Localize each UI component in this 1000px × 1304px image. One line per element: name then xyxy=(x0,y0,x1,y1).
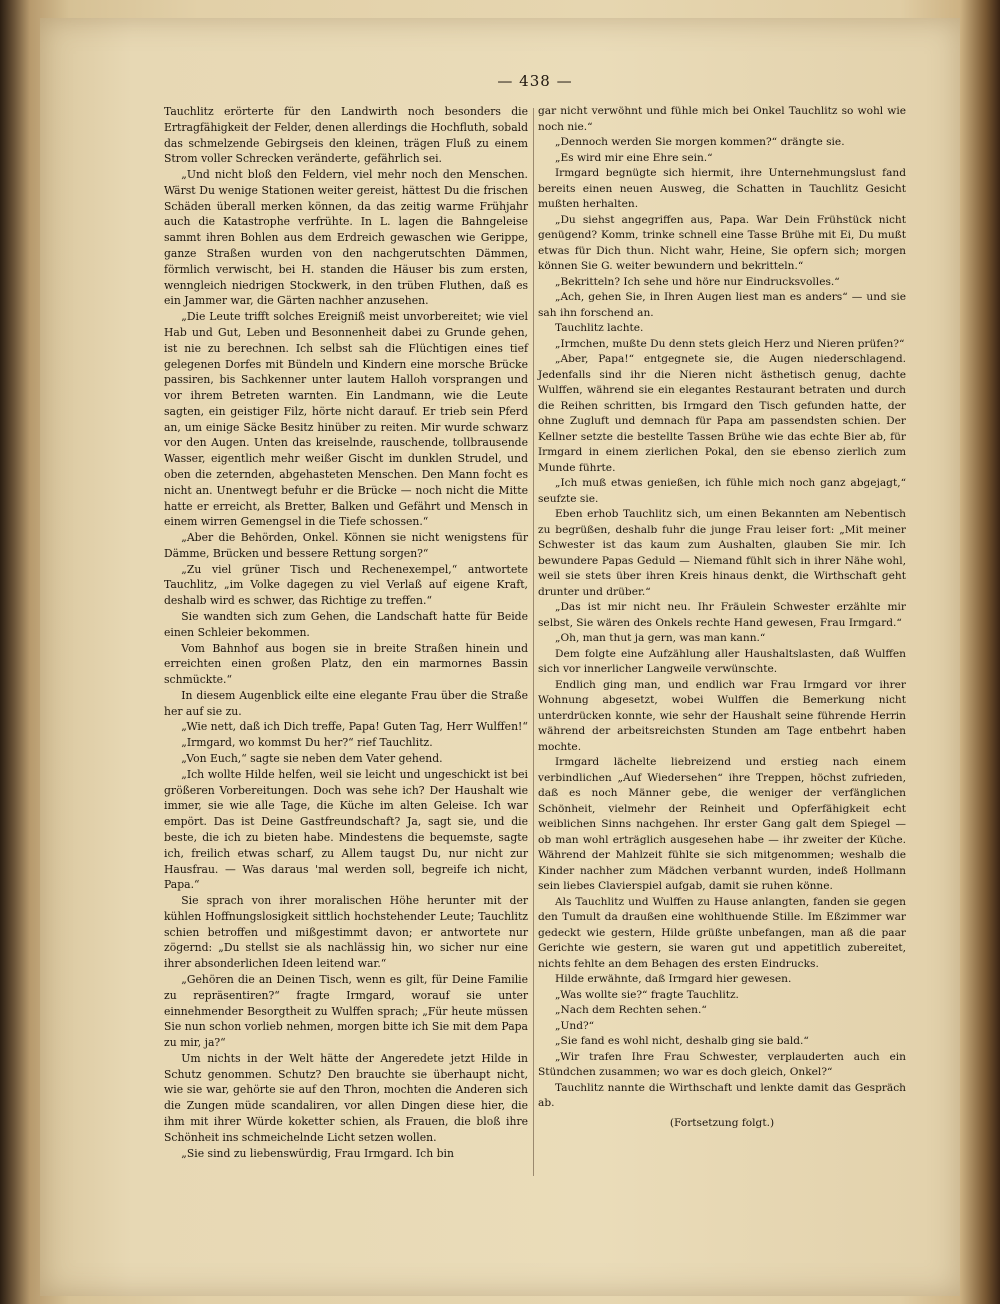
paragraph: „Aber die Behörden, Onkel. Können sie nicht wenigstens für Dämme, Brücken und bessere Rettung sorgen?“ xyxy=(164,531,528,560)
left-text-column xyxy=(164,104,528,1161)
paragraph: In diesem Augenblick eilte eine elegante Frau über die Straße her auf sie zu. xyxy=(164,688,528,718)
paragraph: Sie sprach von ihrer moralischen Höhe herunter mit der kühlen Hoffnungslosigkeit sittlich hochstehender Leute; Tauchlitz schien betroffen und mißgestimmt davon; er antwortete nur zögernd: „Du stellst sie als nachlässig hin, wo sicher nur eine ihrer absonderlichen Ideen leitend war.“ xyxy=(164,894,528,971)
paragraph: Als Tauchlitz und Wulffen zu Hause anlangten, fanden sie gegen den Tumult da draußen eine wohlthuende Stille. Im Eßzimmer war gedeckt wie gestern, Hilde grüßte unbefangen, man aß die paar Gerichte wie gestern, sie waren gut und appetitlich zubereitet, nichts fehlte an dem Behagen des ersten Eindrucks. xyxy=(538,895,906,970)
paragraph: „Nach dem Rechten sehen.“ xyxy=(554,1004,707,1016)
paragraph: „Es wird mir eine Ehre sein.“ xyxy=(554,151,713,164)
paragraph: Irmgard lächelte liebreizend und erstieg nach einem verbindlichen „Auf Wiedersehen“ ihre Treppen, höchst zufrieden, daß es noch Männer gebe, die weniger der verfänglichen Schönheit, vielmehr der Reinheit und Opferfähigkeit echt weiblichen Sinns nachgehen. Ihr erster Gang galt dem Spiegel — ob man wohl erträglich ausgesehen habe — ihr zweiter der Küche. Während der Mahlzeit fühlte sie sich mitgenommen; weshalb die Kinder nachher zum Mädchen verbannt wurden, indeß Hollmann sein liebes Clavierspiel aufgab, damit sie ruhen könne. xyxy=(538,756,906,892)
paragraph: Sie wandten sich zum Gehen, die Landschaft hatte für Beide einen Schleier bekommen. xyxy=(164,610,528,639)
paragraph: „Die Leute trifft solches Ereigniß meist unvorbereitet; wie viel Hab und Gut, Leben und Besonnenheit dabei zu Grunde gehen, ist nie zu berechnen. Ich selbst sah die Flüchtigen eines tief gelegenen Dorfes mit Bündeln und Kindern eine morsche Brücke passiren, bis Sachkenner unter lautem Halloh vorsprangen und vor ihrem Betreten warnten. Ein Landmann, wie die Leute sagten, ein geistiger Filz, hörte nicht darauf. Er trieb sein Pferd an, um einige Säcke Besitz hinüber zu reiten. Mir wurde schwarz vor den Augen. Unten das kreiselnde, rauschende, tollbrausende Wasser, eigentlich mehr weißer Gischt im dunklen Strudel, und oben die zeternden, abgehasteten Menschen. Den Mann focht es nicht an. Unentwegt befuhr er die Brücke — noch nicht die Mitte hatte er erreicht, als Bretter, Balken und Gefährt und Mensch in einem wirren Gemengsel in die Tiefe schossen.“ xyxy=(164,310,528,529)
paragraph: „Ich wollte Hilde helfen, weil sie leicht und ungeschickt ist bei größeren Vorbereitungen. Doch was sehe ich? Der Haushalt wie immer, sie wie alle Tage, die Küche im alten Geleise. Ich war empört. Das ist Deine Gastfreundschaft? Ja, sagt sie, und die beste, die ich zu bieten habe. Mindestens die bequemste, sagte ich, freilich etwas scharf, zu Allem taugst Du, nur nicht zur Hausfrau. — Was daraus 'mal werden soll, begreife ich nicht, Papa.“ xyxy=(164,767,528,892)
paragraph: „Ich muß etwas genießen, ich fühle mich noch ganz abgejagt,“ seufzte sie. xyxy=(538,477,906,505)
right-text-column xyxy=(538,104,906,1131)
paragraph: Vom Bahnhof aus bogen sie in breite Straßen hinein und erreichten einen großen Platz, den ein marmornes Bassin schmückte.“ xyxy=(164,641,528,687)
paragraph: „Was wollte sie?“ fragte Tauchlitz. xyxy=(554,988,739,1001)
paragraph: gar nicht verwöhnt und fühle mich bei Onkel Tauchlitz so wohl wie noch nie.“ xyxy=(538,105,906,133)
paragraph: „Du siehst angegriffen aus, Papa. War Dein Frühstück nicht genügend? Komm, trinke schnell eine Tasse Brühe mit Ei, Du mußt etwas für Dich thun. Nicht wahr, Heine, Sie opfern sich; morgen können Sie G. weiter bewundern und bekritteln.“ xyxy=(538,213,906,272)
paragraph: „Zu viel grüner Tisch und Rechenexempel,“ antwortete Tauchlitz, „im Volke dagegen zu viel Verlaß auf eigene Kraft, deshalb wird es schwer, das Richtige zu treffen.“ xyxy=(164,562,528,608)
paragraph: „Ach, gehen Sie, in Ihren Augen liest man es anders“ — und sie sah ihn forschend an. xyxy=(538,291,906,319)
paragraph: „Das ist mir nicht neu. Ihr Fräulein Schwester erzählte mir selbst, Sie wären des Onkels rechte Hand gewesen, Frau Irmgard.“ xyxy=(538,601,906,629)
paragraph: Tauchlitz nannte die Wirthschaft und lenkte damit das Gespräch ab. xyxy=(538,1081,906,1109)
paragraph: Um nichts in der Welt hätte der Angeredete jetzt Hilde in Schutz genommen. Schutz? Den brauchte sie überhaupt nicht, wie sie war, gehörte sie auf den Thron, mochten die Anderen sich die Zungen müde scandaliren, vor allen Dingen diese hier, die ihm mit ihrer Würde koketter schien, als Frauen, die bloß ihre Schönheit ins schmeichelnde Licht setzen wollen. xyxy=(164,1051,528,1144)
paragraph: „Und?“ xyxy=(554,1019,595,1032)
paragraph: „Wie nett, daß ich Dich treffe, Papa! Guten Tag, Herr Wulffen!“ xyxy=(181,720,528,734)
paragraph: „Dennoch werden Sie morgen kommen?“ drängte sie. xyxy=(554,136,845,148)
page-number: — 438 — xyxy=(497,72,573,90)
paragraph: Eben erhob Tauchlitz sich, um einen Bekannten am Nebentisch zu begrüßen, deshalb fuhr die junge Frau leiser fort: „Mit meiner Schwester ist das kaum zum Aushalten, glauben Sie mir. Ich bewundere Papas Geduld — Niemand fühlt sich in ihrer Nähe wohl, weil sie stets über ihren Kreis hinaus denkt, die Wirthschaft geht drunter und drüber.“ xyxy=(538,508,906,598)
paragraph: „Oh, man thut ja gern, was man kann.“ xyxy=(554,632,766,644)
paragraph: „Von Euch,“ sagte sie neben dem Vater gehend. xyxy=(181,752,443,766)
paragraph: „Wir trafen Ihre Frau Schwester, verplauderten auch ein Stündchen zusammen; wo war es doch gleich, Onkel?“ xyxy=(538,1050,906,1078)
paragraph: Dem folgte eine Aufzählung aller Haushaltslasten, daß Wulffen sich vor innerlicher Langweile verwünschte. xyxy=(538,647,906,675)
paragraph: Tauchlitz erörterte für den Landwirth noch besonders die Ertragfähigkeit der Felder, denen allerdings die Hochfluth, sobald das schmelzende Gebirgseis den kleinen, trägen Fluß zu einem Strom voller Schrecken veränderte, gefährlich sei. xyxy=(164,105,528,166)
paragraph: „Sie sind zu liebenswürdig, Frau Irmgard. Ich bin xyxy=(181,1146,454,1160)
paragraph: „Irmchen, mußte Du denn stets gleich Herz und Nieren prüfen?“ xyxy=(554,337,905,350)
paragraph: Endlich ging man, und endlich war Frau Irmgard vor ihrer Wohnung abgesetzt, wobei Wulffen die Bemerkung nicht unterdrücken konnte, wie sehr der Haushalt seine führende Herrin während der arbeitsreichsten Stunden am Tage entbehrt haben mochte. xyxy=(538,678,906,753)
paragraph: Irmgard begnügte sich hiermit, ihre Unternehmungslust fand bereits einen neuen Ausweg, die Schatten in Tauchlitz Gesicht mußten herhalten. xyxy=(538,167,906,210)
paragraph: „Und nicht bloß den Feldern, viel mehr noch den Menschen. Wärst Du wenige Stationen weiter gereist, hättest Du die frischen Schäden überall merken können, da das zeitig warme Frühjahr auch die Katastrophe verfrühte. In L. lagen die Bahngeleise sammt ihren Bohlen aus dem Erdreich gewaschen wie Gerippe, ganze Straßen wurden von den nachgerutschten Dämmen, förmlich verwischt, bei H. standen die Häuser bis zum ersten, wenngleich niedrigen Stockwerk, in den trüben Fluthen, daß es ein Jammer war, die Gärten nachher anzusehen. xyxy=(164,168,528,308)
paragraph: Hilde erwähnte, daß Irmgard hier gewesen. xyxy=(554,973,792,985)
paragraph: „Irmgard, wo kommst Du her?“ rief Tauchlitz. xyxy=(181,736,433,750)
paragraph: „Aber, Papa!“ entgegnete sie, die Augen niederschlagend. Jedenfalls sind ihr die Nieren nicht ästhetisch genug, dachte Wulffen, während sie ein elegantes Restaurant betraten und durch die Reihen schritten, bis Irmgard den Tisch gefunden hatte, der ohne Zugluft und demnach für Papa am passendsten schien. Der Kellner setzte die bestellte Tassen Brühe wie das echte Bier ab, für Irmgard in einem zierlichen Pokal, den sie ebenso zierlich zum Munde führte. xyxy=(538,353,906,474)
paragraph: „Sie fand es wohl nicht, deshalb ging sie bald.“ xyxy=(554,1035,809,1047)
paragraph: „Bekritteln? Ich sehe und höre nur Eindrucksvolles.“ xyxy=(554,275,840,288)
paragraph: „Gehören die an Deinen Tisch, wenn es gilt, für Deine Familie zu repräsentiren?“ fragte Irmgard, worauf sie unter einnehmender Besorgtheit zu Wulffen sprach; „Für heute müssen Sie nun schon vorlieb nehmen, morgen bitte ich Sie mit dem Papa zu mir, ja?“ xyxy=(164,972,528,1050)
paragraph: Tauchlitz lachte. xyxy=(554,322,644,334)
continuation-note: (Fortsetzung folgt.) xyxy=(669,1116,775,1129)
column-divider xyxy=(533,108,534,1176)
